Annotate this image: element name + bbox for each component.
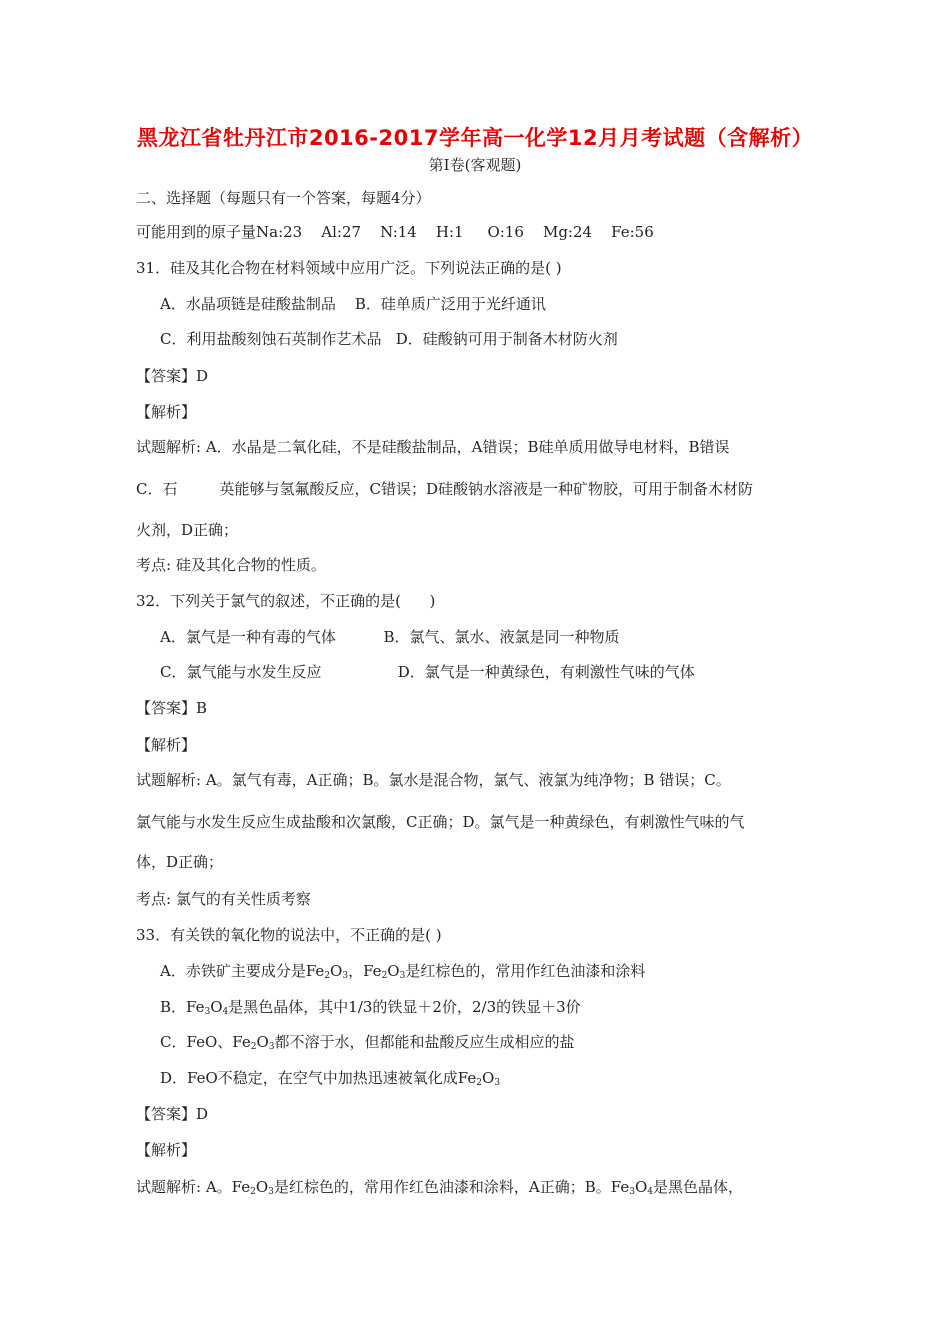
q33-stem: 33．有关铁的氧化物的说法中，不正确的是( ) <box>136 926 442 944</box>
q31-explanation-line2 <box>136 479 753 499</box>
q31-stem: 31．硅及其化合物在材料领域中应用广泛。下列说法正确的是( ) <box>136 259 562 277</box>
q33-option-d: D．FeO不稳定，在空气中加热迅速被氧化成$Fe_2O_3$ <box>160 1069 501 1088</box>
q31-analysis-heading: 【解析】 <box>136 403 197 421</box>
q33-option-a: A．赤铁矿主要成分是$Fe_2O_3$，$Fe_2O_3$是红棕色的，常用作红色油漆和涂料 <box>160 962 646 981</box>
section-heading: 二、选择题（每题只有一个答案，每题4分） <box>136 189 431 207</box>
q31-explanation-line3: 火剂，D正确； <box>136 521 239 539</box>
q32-options-ab: A．氯气是一种有毒的气体 B．氯气、氯水、液氯是同一种物质 <box>160 628 620 646</box>
document-subtitle: 第I卷(客观题) <box>428 156 522 174</box>
q33-option-c: C．FeO、$Fe_2O_3$都不溶于水，但都能和盐酸反应生成相应的盐 <box>160 1033 575 1052</box>
q33-option-b: B．$Fe_3O_4$是黑色晶体，其中1/3的铁显＋2价，2/3的铁显＋3价 <box>160 998 581 1017</box>
q32-explanation-line2: 氯气能与水发生反应生成盐酸和次氯酸，C正确；D。氯气是一种黄绿色，有刺激性气味的气 <box>136 813 745 831</box>
q31-exam-point: 考点: 硅及其化合物的性质。 <box>136 556 326 574</box>
q31-explanation-line2b: 英能够与氢氟酸反应，C错误；D硅酸钠水溶液是一种矿物胶，可用于制备木材防 <box>219 480 753 498</box>
q32-explanation-line1: 试题解析: A。氯气有毒，A正确；B。氯水是混合物，氯气、液氯为纯净物；B 错误；C。 <box>136 771 731 789</box>
document-title: 黑龙江省牡丹江市2016-2017学年高一化学12月月考试题（含解析） <box>136 126 814 150</box>
q32-stem: 32．下列关于氯气的叙述，不正确的是( ) <box>136 592 436 610</box>
q32-options-cd: C．氯气能与水发生反应 D．氯气是一种黄绿色，有刺激性气味的气体 <box>160 663 695 681</box>
q33-answer: 【答案】D <box>136 1105 209 1123</box>
q33-explanation-line1: 试题解析: A。$Fe_2O_3$是红棕色的，常用作红色油漆和涂料，A正确；B。$Fe_3O_4$是黑色晶体， <box>136 1178 744 1197</box>
q32-exam-point: 考点: 氯气的有关性质考察 <box>136 890 311 908</box>
q31-options-ab: A．水晶项链是硅酸盐制品 B．硅单质广泛用于光纤通讯 <box>160 295 546 313</box>
q32-explanation-line3: 体，D正确； <box>136 853 224 871</box>
q31-options-cd: C．利用盐酸刻蚀石英制作艺术品 D．硅酸钠可用于制备木材防火剂 <box>160 330 618 348</box>
atomic-masses: 可能用到的原子量Na:23 Al:27 N:14 H:1 O:16 Mg:24 Fe:56 <box>136 223 654 241</box>
q31-explanation-line1: 试题解析: A．水晶是二氧化硅，不是硅酸盐制品，A错误；B硅单质用做导电材料，B错误 <box>136 438 730 456</box>
q31-answer: 【答案】D <box>136 367 209 385</box>
q32-answer: 【答案】B <box>136 699 208 717</box>
q32-analysis-heading: 【解析】 <box>136 736 197 754</box>
q31-explanation-line2a: C．石 <box>136 480 178 498</box>
q33-analysis-heading: 【解析】 <box>136 1141 197 1159</box>
